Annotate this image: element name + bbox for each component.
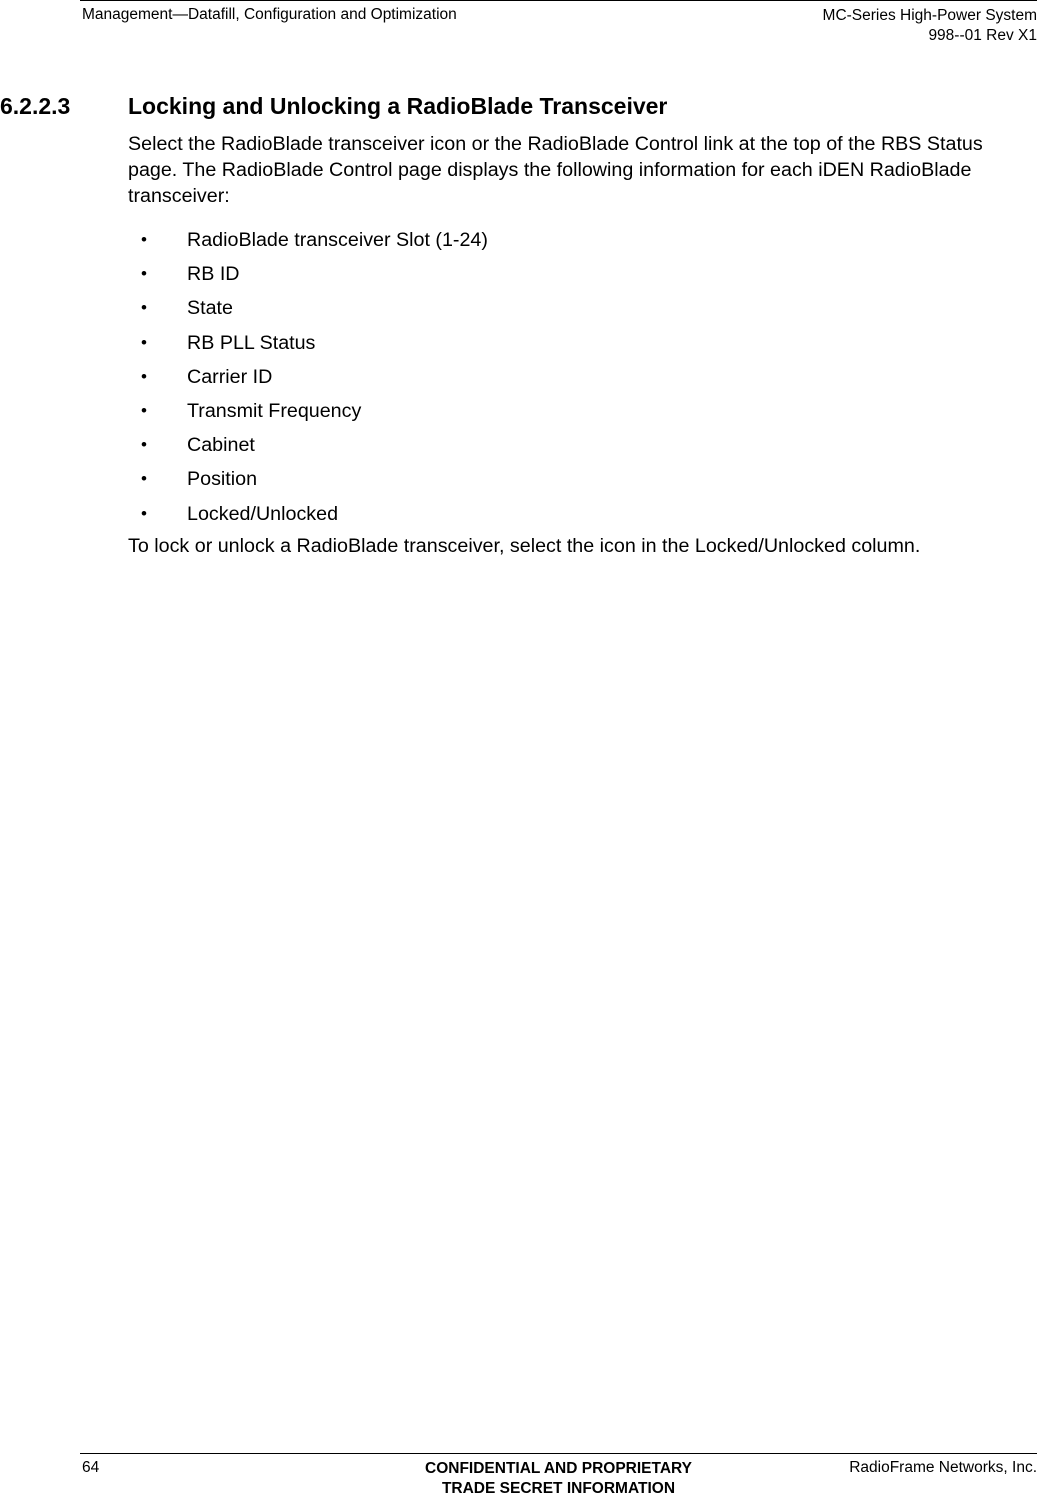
- footer-company-name: RadioFrame Networks, Inc.: [849, 1459, 1037, 1476]
- list-item-text: Cabinet: [187, 434, 255, 457]
- section-title: Locking and Unlocking a RadioBlade Transceiver: [128, 93, 668, 119]
- header-document-info: [823, 6, 1037, 46]
- intro-paragraph: Select the RadioBlade transceiver icon or the RadioBlade Control link at the top of the RBS Status page. The RadioBlade Control page displays the following information for each iDEN RadioBlade transceiver:: [128, 133, 983, 207]
- footer-trade-secret-line: TRADE SECRET INFORMATION: [441, 1480, 676, 1497]
- closing-paragraph: To lock or unlock a RadioBlade transceiver, select the icon in the Locked/Unlocked column.: [128, 535, 921, 557]
- list-item-text: RadioBlade transceiver Slot (1-24): [187, 229, 488, 251]
- page-header: [80, 0, 1037, 49]
- header-chapter-title: Management—Datafill, Configuration and Optimization: [82, 6, 457, 23]
- list-item-text: Transmit Frequency: [187, 399, 362, 422]
- bullet-icon: •: [141, 469, 147, 489]
- list-item-text: RB PLL Status: [187, 331, 316, 354]
- list-item-text: Position: [187, 468, 258, 491]
- section-number: 6.2.2.3: [0, 93, 71, 119]
- list-item-text: RB ID: [187, 263, 240, 286]
- list-item-text: Locked/Unlocked: [187, 502, 339, 525]
- bullet-icon: •: [141, 298, 147, 318]
- bullet-icon: •: [141, 435, 147, 455]
- bullet-icon: •: [141, 332, 147, 352]
- header-revision: 998--01 Rev X1: [928, 27, 1037, 44]
- bullet-icon: •: [141, 400, 147, 420]
- list-item-text: Carrier ID: [187, 365, 273, 388]
- bullet-icon: •: [141, 230, 147, 249]
- footer-confidential-line: CONFIDENTIAL AND PROPRIETARY: [425, 1460, 692, 1477]
- page-footer: [80, 1453, 1037, 1497]
- header-product-name: MC-Series High-Power System: [822, 7, 1037, 24]
- bullet-icon: •: [141, 503, 147, 523]
- footer-page-number: 64: [82, 1459, 100, 1476]
- bullet-icon: •: [141, 366, 147, 386]
- list-item-text: State: [187, 297, 233, 320]
- bullet-icon: •: [141, 264, 147, 284]
